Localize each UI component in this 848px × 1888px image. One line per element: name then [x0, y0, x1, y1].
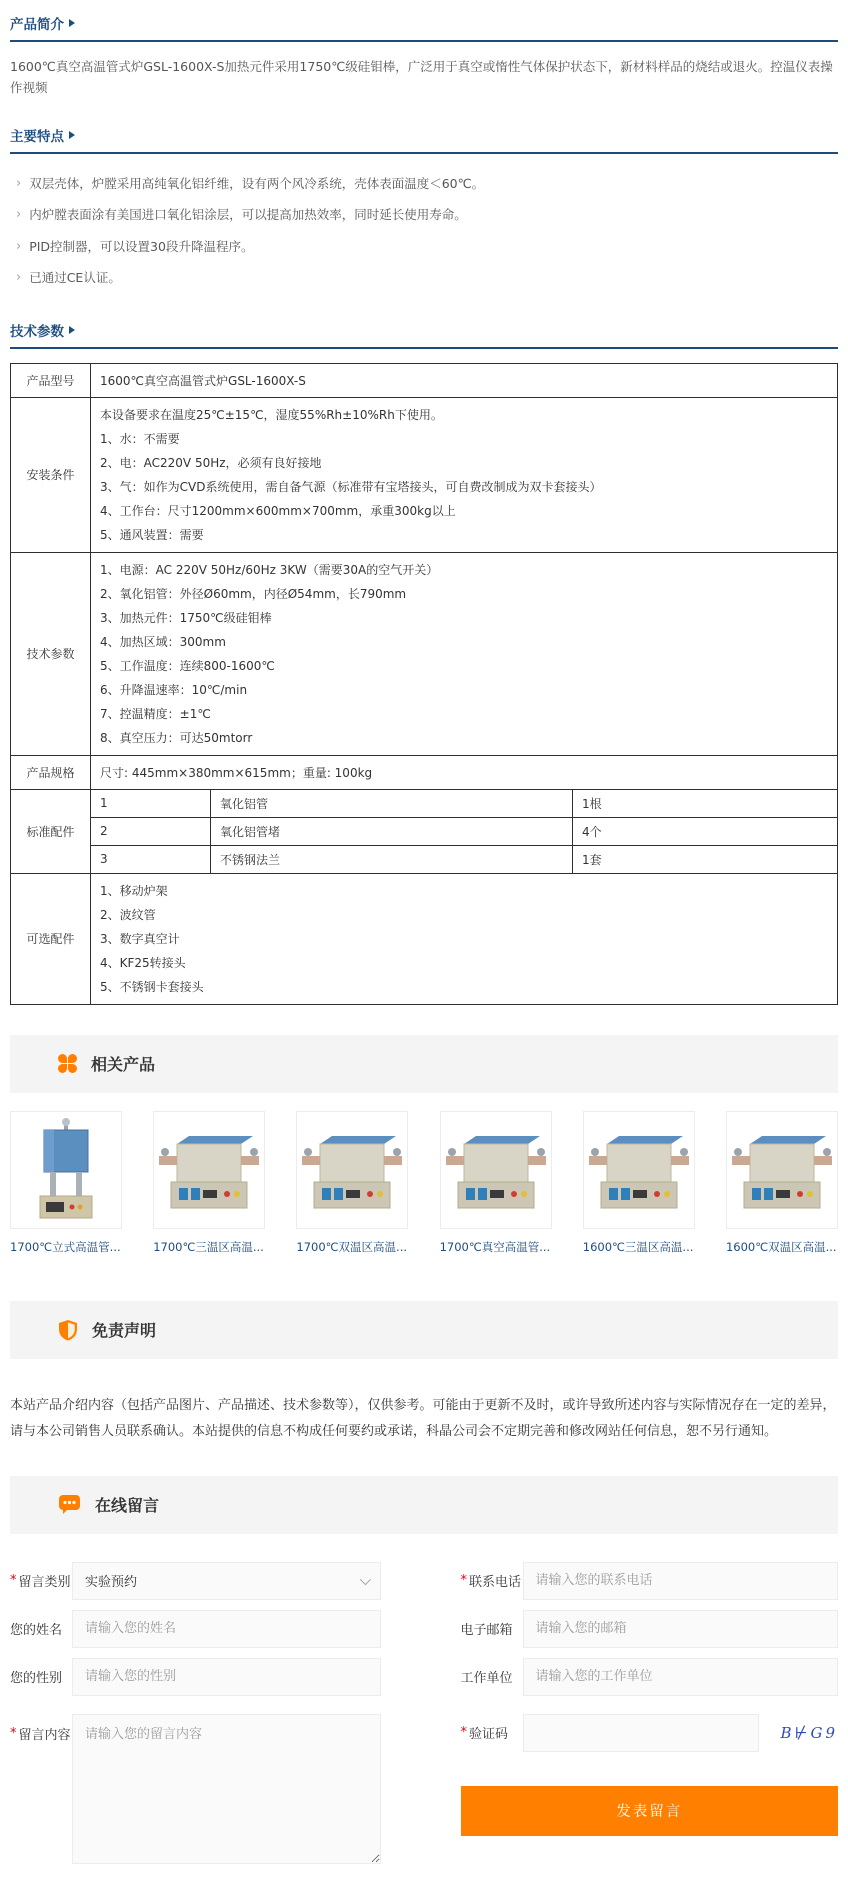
- optional-accessories: [91, 873, 838, 1004]
- category-label: * 留言类别: [10, 1573, 71, 1591]
- table-row: [11, 552, 838, 755]
- table-row: [11, 397, 838, 552]
- related-products-band: [10, 1035, 838, 1093]
- product-name[interactable]: 1700℃真空高温管...: [439, 1239, 551, 1254]
- email-input[interactable]: [523, 1610, 838, 1648]
- tech-parameters: [91, 552, 838, 755]
- tech-line: 4、加热区域：300mm: [100, 634, 226, 649]
- row-label: 产品型号: [11, 363, 91, 397]
- bullet-chevron-icon: [16, 174, 21, 194]
- bullet-chevron-icon: [16, 237, 21, 257]
- section-features-header: [10, 125, 838, 154]
- furnace-illustration: [730, 1122, 834, 1218]
- product-card[interactable]: [153, 1111, 265, 1255]
- accessory-qty: 4个: [573, 817, 838, 845]
- optional-line: 2、波纹管: [100, 907, 156, 922]
- required-mark: *: [460, 1725, 468, 1741]
- product-name[interactable]: 1700℃三温区高温...: [153, 1239, 264, 1254]
- tech-line: 3、加热元件：1750℃级硅钼棒: [100, 610, 272, 625]
- captcha-input[interactable]: [523, 1714, 759, 1752]
- captcha-label: * 验证码: [460, 1725, 509, 1743]
- category-selected-value: 实验预约: [85, 1575, 138, 1591]
- product-name[interactable]: 1600℃三温区高温...: [582, 1239, 694, 1254]
- company-label: 工作单位: [460, 1671, 513, 1687]
- divider: [10, 40, 838, 42]
- optional-line: 4、KF25转接头: [100, 955, 186, 970]
- row-label: 安装条件: [11, 397, 91, 552]
- disclaimer-body: 本站产品介绍内容（包括产品图片、产品描述、技术参数等），仅供参考。可能由于更新不及时，或许导致所述内容与实际情况存在一定的差异，请与本公司销售人员联系确认。本站提供的信息不构成任何要约或承诺，科晶公司会不定期完善和修改网站任何信息，恕不另行通知。: [10, 1397, 836, 1440]
- product-image-tube-furnace[interactable]: [440, 1111, 552, 1229]
- accessory-no: 1: [91, 789, 211, 817]
- specs-title: 技术参数: [10, 323, 64, 340]
- feature-text: PID控制器，可以设置30段升降温程序。: [29, 238, 254, 254]
- tech-line: 2、氧化铝管：外径Ø60mm，内径Ø54mm，长790mm: [100, 586, 407, 601]
- tech-line: 7、控温精度：±1℃: [100, 706, 211, 721]
- accessory-qty: 1套: [573, 845, 838, 873]
- field-phone: [461, 1562, 838, 1600]
- company-input[interactable]: [523, 1658, 838, 1696]
- tech-line: 1、电源：AC 220V 50Hz/60Hz 3KW（需要30A的空气开关）: [100, 562, 439, 577]
- divider: [10, 347, 838, 349]
- install-line: 本设备要求在温度25℃±15℃，湿度55%Rh±10%Rh下使用。: [100, 407, 443, 422]
- feature-item: [10, 168, 838, 200]
- bullet-chevron-icon: [16, 268, 21, 288]
- table-row: [11, 789, 838, 817]
- phone-label: * 联系电话: [460, 1573, 522, 1591]
- row-label: 可选配件: [11, 873, 91, 1004]
- install-conditions: [91, 397, 838, 552]
- feature-item: [10, 231, 838, 263]
- name-label: 您的姓名: [10, 1623, 63, 1639]
- chevron-down-icon: [359, 1574, 370, 1585]
- model-value: 1600℃真空高温管式炉GSL-1600X-S: [91, 363, 838, 397]
- chat-bubble-icon: [58, 1494, 81, 1515]
- install-line: 4、工作台：尺寸1200mm×600mm×700mm，承重300kg以上: [100, 503, 456, 518]
- accessory-qty: 1根: [573, 789, 838, 817]
- product-card[interactable]: [726, 1111, 838, 1255]
- field-name: [10, 1610, 381, 1648]
- disclaimer-title: 免责声明: [92, 1321, 157, 1340]
- triangle-right-icon: [69, 326, 75, 334]
- product-name[interactable]: 1700℃双温区高温...: [296, 1239, 408, 1254]
- accessory-name: 氧化铝管堵: [211, 817, 573, 845]
- product-card[interactable]: [583, 1111, 695, 1255]
- product-image-vertical-furnace[interactable]: [10, 1111, 122, 1229]
- feature-item: [10, 262, 838, 294]
- optional-line: 1、移动炉架: [100, 883, 168, 898]
- field-captcha: [461, 1714, 838, 1752]
- table-row: [11, 873, 838, 1004]
- table-row: [11, 845, 838, 873]
- related-products-title: 相关产品: [91, 1055, 156, 1074]
- optional-line: 5、不锈钢卡套接头: [100, 979, 204, 994]
- row-label: 产品规格: [11, 755, 91, 789]
- tech-line: 6、升降温速率：10℃/min: [100, 682, 248, 697]
- feature-item: [10, 199, 838, 231]
- section-intro-header: [10, 13, 838, 42]
- product-image-tube-furnace[interactable]: [726, 1111, 838, 1229]
- gender-input[interactable]: [72, 1658, 381, 1696]
- product-name[interactable]: 1700℃立式高温管...: [10, 1239, 121, 1254]
- product-image-tube-furnace[interactable]: [583, 1111, 695, 1229]
- table-row: [11, 363, 838, 397]
- product-card[interactable]: [10, 1111, 122, 1255]
- product-card[interactable]: [296, 1111, 408, 1255]
- optional-line: 3、数字真空计: [100, 931, 180, 946]
- message-form: [10, 1562, 838, 1864]
- name-input[interactable]: [72, 1610, 381, 1648]
- captcha-code-image[interactable]: B⊬G9: [780, 1723, 838, 1742]
- install-line: 1、水：不需要: [100, 431, 180, 446]
- product-card[interactable]: [440, 1111, 552, 1255]
- shield-icon: [58, 1319, 78, 1341]
- clover-grid-icon: [58, 1054, 77, 1073]
- field-email: [461, 1610, 838, 1648]
- size-value: 尺寸: 445mm×380mm×615mm；重量: 100kg: [91, 755, 838, 789]
- product-name[interactable]: 1600℃双温区高温...: [725, 1239, 837, 1254]
- row-label: 标准配件: [11, 789, 91, 873]
- accessory-name: 氧化铝管: [211, 789, 573, 817]
- intro-body: 1600℃真空高温管式炉GSL-1600X-S加热元件采用1750℃级硅钼棒，广泛用于真空或惰性气体保护状态下，新材料样品的烧结或退火。控温仪表操作视频: [10, 59, 833, 96]
- tech-line: 8、真空压力：可达50mtorr: [100, 730, 253, 745]
- tech-line: 5、工作温度：连续800-1600℃: [100, 658, 275, 673]
- gender-label: 您的性别: [10, 1671, 63, 1687]
- field-company: [461, 1658, 838, 1696]
- field-content: [10, 1714, 381, 1864]
- furnace-illustration: [300, 1122, 404, 1218]
- furnace-illustration: [20, 1118, 112, 1222]
- triangle-right-icon: [69, 19, 75, 27]
- required-mark: *: [10, 1573, 17, 1589]
- accessory-no: 3: [91, 845, 211, 873]
- field-category: [10, 1562, 381, 1600]
- email-label: 电子邮箱: [460, 1623, 513, 1639]
- submit-message-button[interactable]: 发表留言: [461, 1786, 838, 1836]
- required-mark: *: [460, 1573, 468, 1589]
- divider: [10, 152, 838, 154]
- related-products-row: [10, 1111, 838, 1255]
- phone-input[interactable]: [523, 1562, 838, 1600]
- furnace-illustration: [444, 1122, 548, 1218]
- message-band: [10, 1476, 838, 1534]
- table-row: [11, 755, 838, 789]
- specs-table: [10, 363, 838, 1005]
- feature-text: 双层壳体，炉膛采用高纯氧化铝纤维，设有两个风冷系统，壳体表面温度＜60℃。: [29, 175, 485, 191]
- bullet-chevron-icon: [16, 205, 21, 225]
- field-gender: [10, 1658, 381, 1696]
- required-mark: *: [10, 1725, 17, 1741]
- content-label: * 留言内容: [10, 1725, 71, 1743]
- features-list: [10, 168, 838, 294]
- install-line: 2、电：AC220V 50Hz，必须有良好接地: [100, 455, 322, 470]
- accessory-no: 2: [91, 817, 211, 845]
- section-specs-header: [10, 320, 838, 349]
- product-image-tube-furnace[interactable]: [153, 1111, 265, 1229]
- message-category-select[interactable]: [72, 1562, 381, 1600]
- install-line: 3、气：如作为CVD系统使用，需自备气源（标准带有宝塔接头，可自费改制成为双卡套接头）: [100, 479, 602, 494]
- table-row: [11, 817, 838, 845]
- intro-title: 产品简介: [10, 17, 64, 33]
- install-line: 5、通风装置：需要: [100, 527, 204, 542]
- message-title: 在线留言: [95, 1496, 160, 1516]
- product-image-tube-furnace[interactable]: [296, 1111, 408, 1229]
- message-content-textarea[interactable]: [72, 1714, 381, 1864]
- feature-text: 已通过CE认证。: [29, 270, 121, 285]
- furnace-illustration: [587, 1122, 691, 1218]
- feature-text: 内炉膛表面涂有美国进口氧化铝涂层，可以提高加热效率，同时延长使用寿命。: [29, 207, 467, 222]
- features-title: 主要特点: [10, 128, 64, 145]
- disclaimer-band: [10, 1301, 838, 1359]
- accessory-name: 不锈钢法兰: [211, 845, 573, 873]
- row-label: 技术参数: [11, 552, 91, 755]
- triangle-right-icon: [69, 131, 75, 139]
- furnace-illustration: [157, 1122, 261, 1218]
